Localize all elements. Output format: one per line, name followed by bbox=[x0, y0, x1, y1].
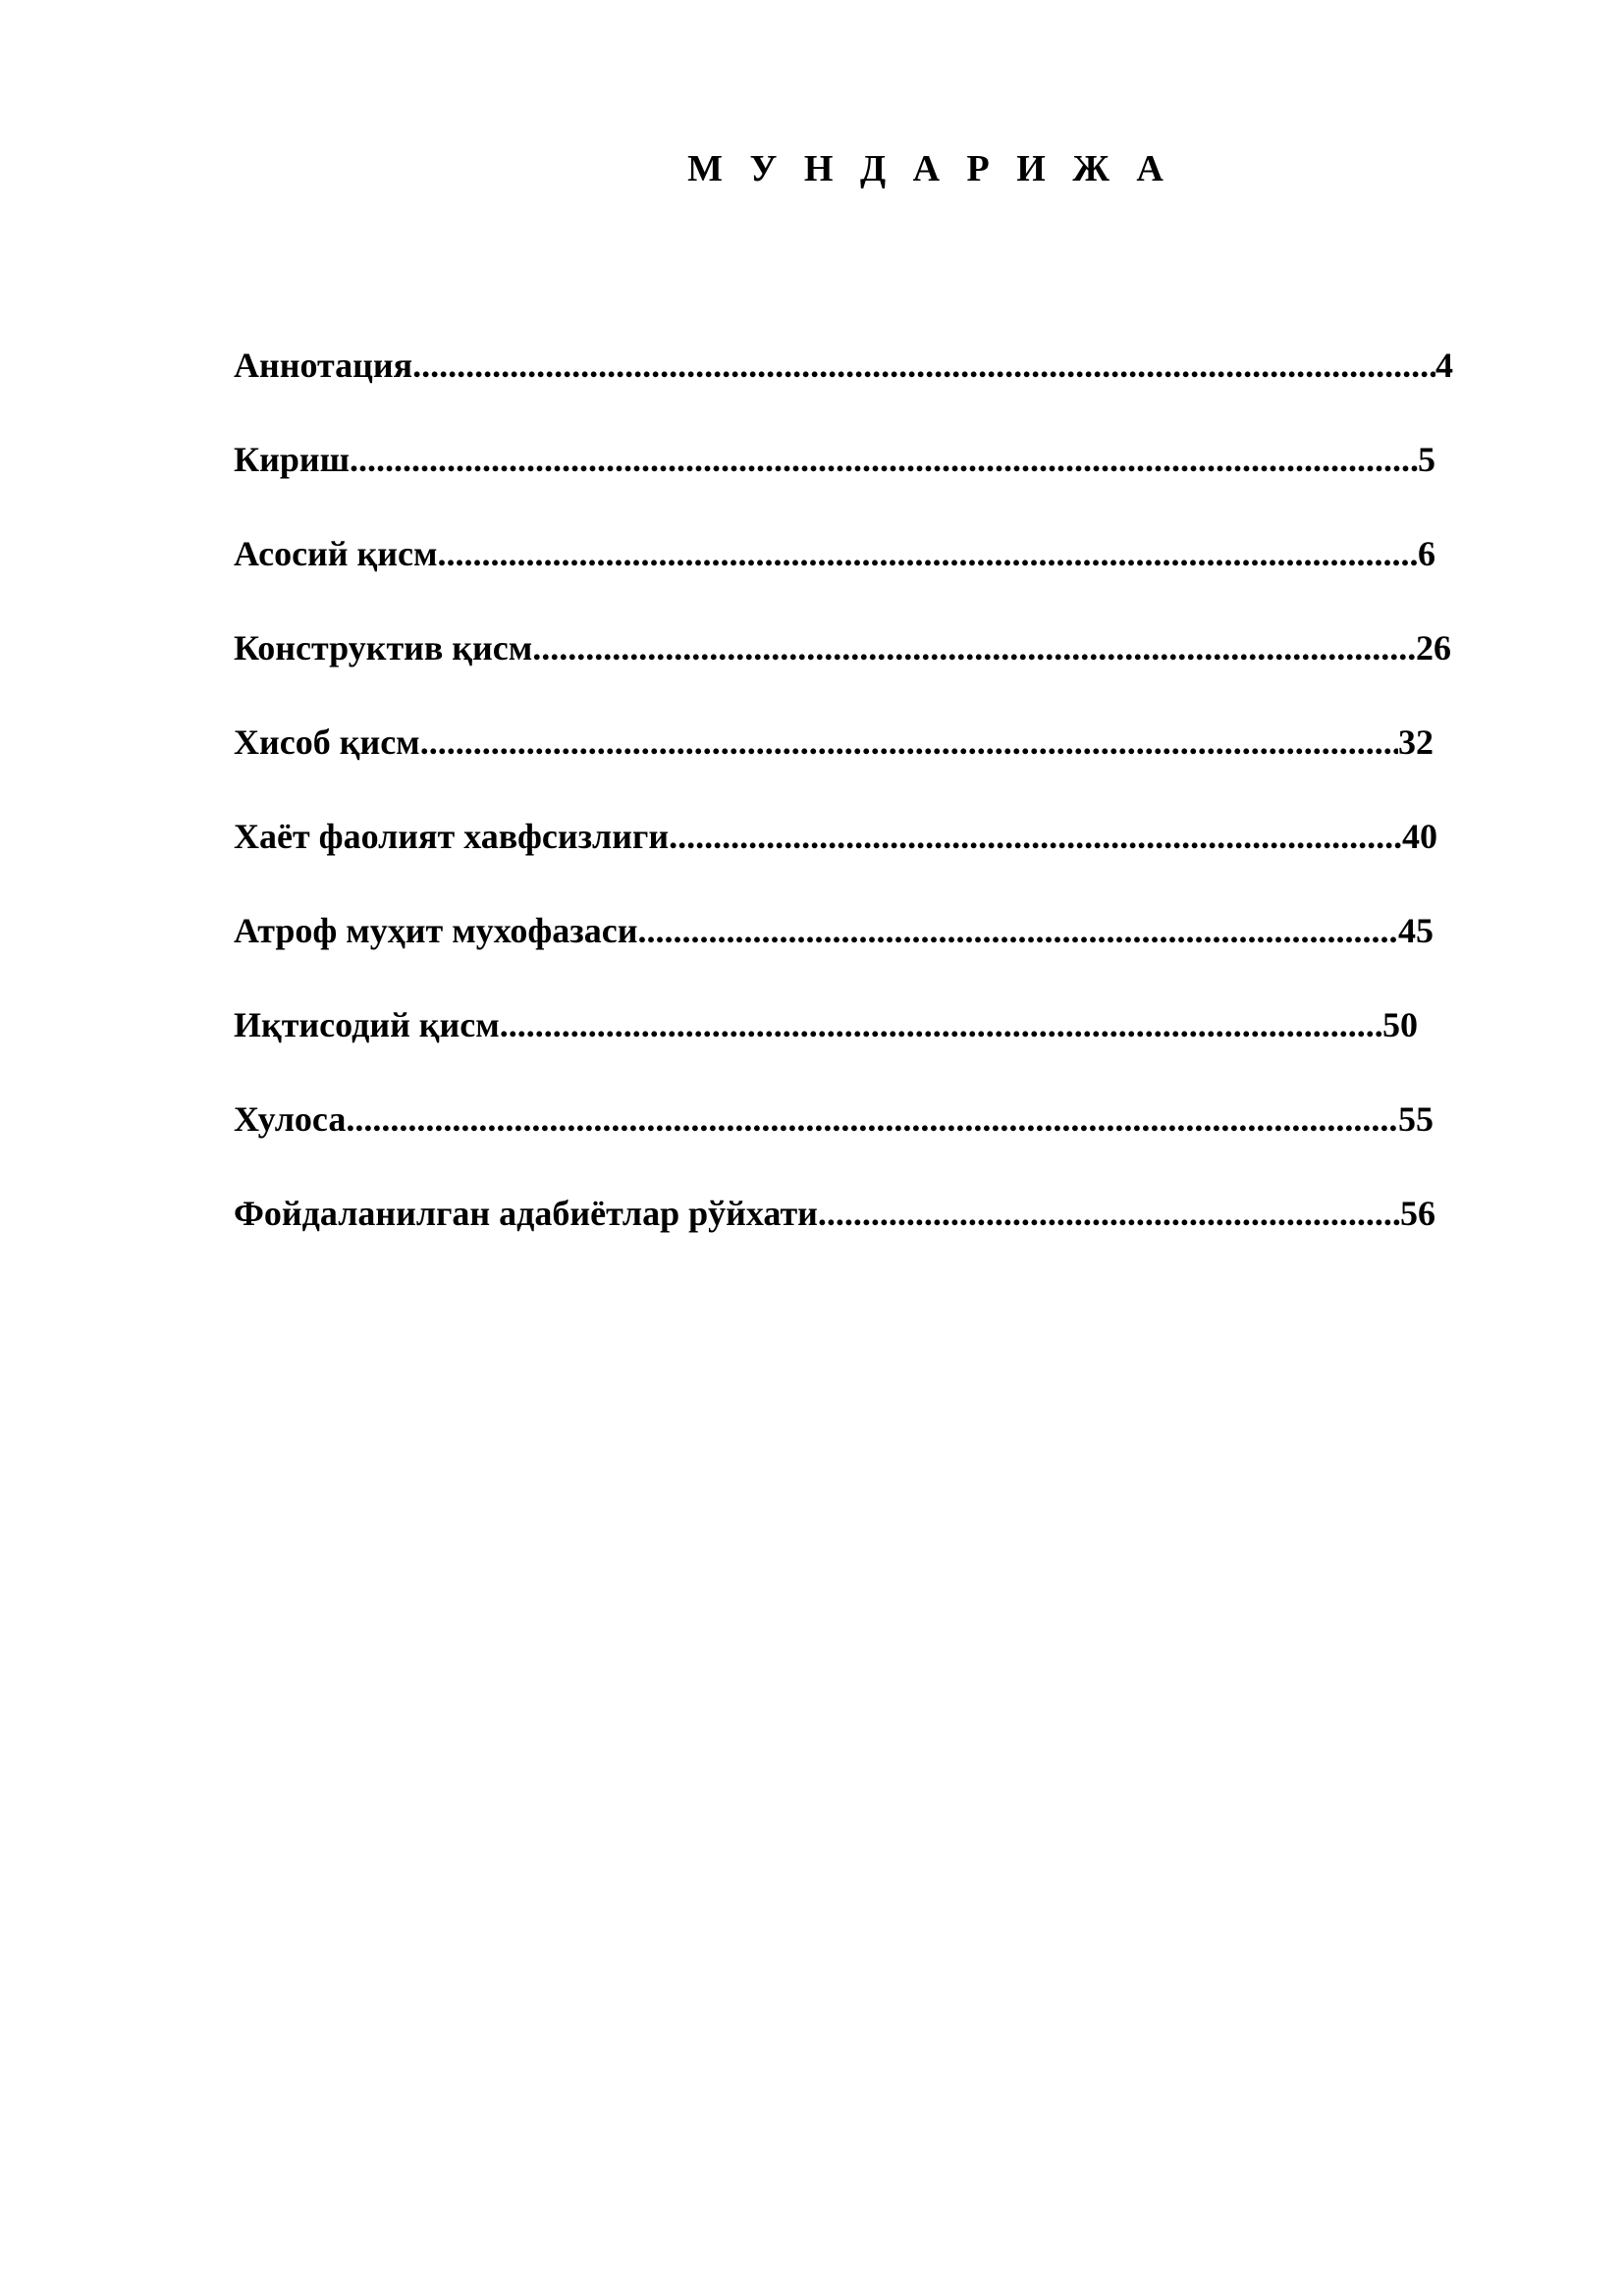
toc-entry-page: 45 bbox=[1398, 911, 1434, 950]
toc-entry-page: 32 bbox=[1398, 722, 1434, 762]
table-of-contents bbox=[234, 339, 1453, 1281]
toc-entry-page: 56 bbox=[1400, 1194, 1435, 1233]
toc-entry bbox=[234, 1187, 1435, 1281]
toc-entry bbox=[234, 716, 1434, 810]
toc-entry-label: Аннотация bbox=[234, 346, 413, 385]
toc-leader-dots bbox=[346, 1093, 1398, 1146]
toc-entry-label: Конструктив қисм bbox=[234, 628, 533, 667]
toc-entry-page: 6 bbox=[1418, 534, 1435, 573]
toc-entry-page: 5 bbox=[1418, 440, 1435, 479]
toc-entry-label: Асосий қисм bbox=[234, 534, 438, 573]
toc-entry bbox=[234, 527, 1435, 621]
toc-entry bbox=[234, 810, 1437, 904]
toc-leader-dots bbox=[438, 527, 1418, 580]
toc-leader-dots bbox=[420, 716, 1398, 769]
toc-entry-label: Хаёт фаолият хавфсизлиги bbox=[234, 817, 670, 856]
toc-leader-dots bbox=[412, 339, 1435, 392]
page-title: М У Н Д А Р И Ж А bbox=[687, 148, 1172, 189]
toc-entry-label: Фойдаланилган адабиётлар рўйхати bbox=[234, 1194, 818, 1233]
toc-entry-label: Хисоб қисм bbox=[234, 722, 420, 762]
toc-entry bbox=[234, 621, 1451, 716]
toc-entry-label: Кириш bbox=[234, 440, 351, 479]
toc-entry-page: 40 bbox=[1402, 817, 1437, 856]
toc-leader-dots bbox=[500, 998, 1382, 1051]
toc-leader-dots bbox=[818, 1187, 1400, 1240]
toc-entry-label: Хулоса bbox=[234, 1099, 347, 1139]
toc-entry bbox=[234, 998, 1418, 1093]
toc-leader-dots bbox=[350, 433, 1418, 486]
toc-entry-label: Атроф муҳит мухофазаси bbox=[234, 911, 638, 950]
toc-leader-dots bbox=[532, 621, 1416, 674]
toc-entry bbox=[234, 433, 1435, 527]
toc-entry-page: 50 bbox=[1382, 1005, 1418, 1044]
toc-leader-dots bbox=[669, 810, 1402, 863]
toc-leader-dots bbox=[637, 904, 1398, 957]
toc-entry-page: 55 bbox=[1398, 1099, 1434, 1139]
toc-entry bbox=[234, 339, 1453, 433]
toc-entry-label: Иқтисодий қисм bbox=[234, 1005, 500, 1044]
toc-entry bbox=[234, 904, 1434, 998]
toc-entry-page: 4 bbox=[1435, 346, 1453, 385]
toc-entry bbox=[234, 1093, 1434, 1187]
toc-entry-page: 26 bbox=[1416, 628, 1451, 667]
